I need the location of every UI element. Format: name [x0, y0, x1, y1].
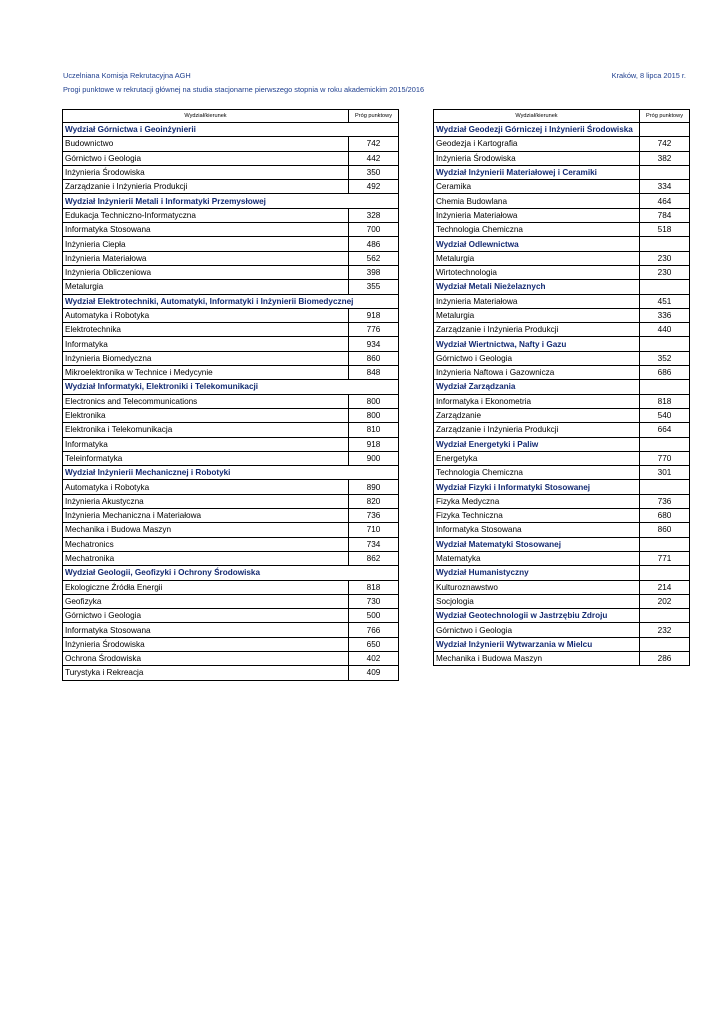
program-row [434, 351, 690, 365]
threshold-value: 230 [640, 251, 690, 265]
threshold-value: 800 [349, 394, 399, 408]
threshold-value: 918 [349, 437, 399, 451]
faculty-row [434, 380, 690, 394]
program-row [63, 494, 399, 508]
threshold-value: 771 [640, 551, 690, 565]
program-name: Inżynieria Środowiska [63, 637, 349, 651]
program-name: Kulturoznawstwo [434, 580, 640, 594]
program-name: Turystyka i Rekreacja [63, 666, 349, 680]
program-name: Informatyka [63, 437, 349, 451]
faculty-name: Wydział Inżynierii Materiałowej i Ceramiki [434, 165, 640, 179]
program-name: Edukacja Techniczno-Informatyczna [63, 208, 349, 222]
program-row [63, 637, 399, 651]
faculty-name: Wydział Geodezji Górniczej i Inżynierii Środowiska [434, 123, 640, 137]
program-row [434, 137, 690, 151]
program-row [63, 208, 399, 222]
threshold-value: 730 [349, 594, 399, 608]
program-name: Technologia Chemiczna [434, 223, 640, 237]
program-row [434, 594, 690, 608]
program-row [434, 623, 690, 637]
faculty-name: Wydział Matematyki Stosowanej [434, 537, 640, 551]
threshold-value: 350 [349, 165, 399, 179]
empty-cell [640, 337, 690, 351]
program-name: Inżynieria Naftowa i Gazownicza [434, 366, 640, 380]
threshold-value: 230 [640, 265, 690, 279]
program-row [63, 223, 399, 237]
program-name: Górnictwo i Geologia [434, 351, 640, 365]
program-name: Inżynieria Materiałowa [434, 208, 640, 222]
program-name: Automatyka i Robotyka [63, 480, 349, 494]
threshold-value: 202 [640, 594, 690, 608]
program-row [63, 280, 399, 294]
empty-cell [640, 165, 690, 179]
threshold-value: 818 [349, 580, 399, 594]
program-row [434, 451, 690, 465]
program-name: Chemia Budowlana [434, 194, 640, 208]
program-name: Informatyka Stosowana [434, 523, 640, 537]
threshold-value: 464 [640, 194, 690, 208]
program-row [63, 265, 399, 279]
faculty-row [434, 280, 690, 294]
program-row [434, 251, 690, 265]
program-row [434, 151, 690, 165]
program-row [63, 651, 399, 665]
faculty-row [434, 437, 690, 451]
program-row [434, 223, 690, 237]
faculty-row [434, 537, 690, 551]
threshold-value: 409 [349, 666, 399, 680]
program-row [63, 337, 399, 351]
program-row [63, 423, 399, 437]
faculty-row [63, 194, 399, 208]
faculty-name: Wydział Geotechnologii w Jastrzębiu Zdroju [434, 609, 640, 623]
threshold-value: 848 [349, 366, 399, 380]
program-row [434, 523, 690, 537]
left-thresholds-table [62, 109, 399, 681]
program-name: Ochrona Środowiska [63, 651, 349, 665]
empty-cell [640, 537, 690, 551]
faculty-row [63, 294, 399, 308]
threshold-value: 766 [349, 623, 399, 637]
program-row [63, 237, 399, 251]
program-row [434, 308, 690, 322]
program-name: Zarządzanie [434, 408, 640, 422]
threshold-value: 810 [349, 423, 399, 437]
threshold-value: 334 [640, 180, 690, 194]
program-row [63, 537, 399, 551]
faculty-name: Wydział Zarządzania [434, 380, 640, 394]
threshold-value: 398 [349, 265, 399, 279]
program-name: Mechatronika [63, 551, 349, 565]
threshold-value: 860 [640, 523, 690, 537]
column-header-value: Próg punktowy [640, 110, 690, 123]
program-name: Inżynieria Ciepła [63, 237, 349, 251]
threshold-value: 382 [640, 151, 690, 165]
threshold-value: 800 [349, 408, 399, 422]
program-name: Informatyka i Ekonometria [434, 394, 640, 408]
threshold-value: 336 [640, 308, 690, 322]
program-row [434, 551, 690, 565]
program-row [434, 323, 690, 337]
threshold-value: 492 [349, 180, 399, 194]
empty-cell [640, 123, 690, 137]
faculty-name: Wydział Elektrotechniki, Automatyki, Informatyki i Inżynierii Biomedycznej [63, 294, 399, 308]
faculty-name: Wydział Metali Nieżelaznych [434, 280, 640, 294]
faculty-row [434, 337, 690, 351]
threshold-value: 710 [349, 523, 399, 537]
faculty-row [63, 566, 399, 580]
threshold-value: 734 [349, 537, 399, 551]
program-row [434, 651, 690, 665]
program-name: Górnictwo i Geologia [434, 623, 640, 637]
threshold-value: 890 [349, 480, 399, 494]
threshold-value: 900 [349, 451, 399, 465]
program-name: Zarządzanie i Inżynieria Produkcji [434, 423, 640, 437]
threshold-value: 540 [640, 408, 690, 422]
program-name: Inżynieria Obliczeniowa [63, 265, 349, 279]
program-name: Metalurgia [434, 251, 640, 265]
program-row [63, 323, 399, 337]
program-name: Automatyka i Robotyka [63, 308, 349, 322]
program-row [63, 609, 399, 623]
threshold-value: 818 [640, 394, 690, 408]
program-name: Elektronika i Telekomunikacja [63, 423, 349, 437]
empty-cell [640, 380, 690, 394]
program-row [63, 151, 399, 165]
program-name: Geofizyka [63, 594, 349, 608]
program-row [63, 180, 399, 194]
threshold-value: 700 [349, 223, 399, 237]
program-name: Ekologiczne Źródła Energii [63, 580, 349, 594]
program-row [63, 666, 399, 680]
threshold-value: 301 [640, 466, 690, 480]
program-name: Inżynieria Biomedyczna [63, 351, 349, 365]
threshold-value: 742 [640, 137, 690, 151]
program-name: Inżynieria Materiałowa [63, 251, 349, 265]
program-row [434, 208, 690, 222]
program-name: Geodezja i Kartografia [434, 137, 640, 151]
threshold-value: 486 [349, 237, 399, 251]
faculty-row [434, 123, 690, 137]
threshold-value: 736 [640, 494, 690, 508]
threshold-value: 862 [349, 551, 399, 565]
program-row [63, 165, 399, 179]
program-row [434, 194, 690, 208]
faculty-row [63, 380, 399, 394]
program-row [434, 466, 690, 480]
threshold-value: 402 [349, 651, 399, 665]
document-title: Progi punktowe w rekrutacji głównej na studia stacjonarne pierwszego stopnia w roku akademickim 2015/2016 [63, 85, 425, 94]
faculty-row [434, 165, 690, 179]
threshold-value: 680 [640, 509, 690, 523]
threshold-value: 918 [349, 308, 399, 322]
faculty-name: Wydział Inżynierii Metali i Informatyki Przemysłowej [63, 194, 399, 208]
program-row [434, 180, 690, 194]
program-name: Inżynieria Akustyczna [63, 494, 349, 508]
threshold-value: 776 [349, 323, 399, 337]
program-name: Fizyka Medyczna [434, 494, 640, 508]
program-name: Inżynieria Środowiska [63, 165, 349, 179]
column-header-name: Wydział/kierunek [63, 110, 349, 123]
program-name: Metalurgia [63, 280, 349, 294]
program-row [63, 366, 399, 380]
program-name: Metalurgia [434, 308, 640, 322]
program-name: Ceramika [434, 180, 640, 194]
threshold-value: 736 [349, 509, 399, 523]
threshold-value: 232 [640, 623, 690, 637]
program-name: Zarządzanie i Inżynieria Produkcji [434, 323, 640, 337]
faculty-row [63, 123, 399, 137]
threshold-value: 784 [640, 208, 690, 222]
faculty-name: Wydział Humanistyczny [434, 566, 640, 580]
threshold-value: 328 [349, 208, 399, 222]
program-name: Mechanika i Budowa Maszyn [63, 523, 349, 537]
program-row [434, 494, 690, 508]
program-name: Mikroelektronika w Technice i Medycynie [63, 366, 349, 380]
faculty-name: Wydział Inżynierii Mechanicznej i Robotyki [63, 466, 399, 480]
faculty-name: Wydział Wiertnictwa, Nafty i Gazu [434, 337, 640, 351]
commission-name: Uczelniana Komisja Rekrutacyjna AGH [63, 71, 191, 80]
column-header-value: Próg punktowy [349, 110, 399, 123]
program-name: Mechanika i Budowa Maszyn [434, 651, 640, 665]
faculty-name: Wydział Inżynierii Wytwarzania w Mielcu [434, 637, 640, 651]
right-thresholds-table [433, 109, 690, 666]
program-name: Budownictwo [63, 137, 349, 151]
program-row [434, 580, 690, 594]
faculty-name: Wydział Energetyki i Paliw [434, 437, 640, 451]
threshold-value: 770 [640, 451, 690, 465]
program-row [63, 451, 399, 465]
faculty-name: Wydział Odlewnictwa [434, 237, 640, 251]
program-row [63, 623, 399, 637]
program-row [63, 408, 399, 422]
program-row [63, 480, 399, 494]
program-row [434, 509, 690, 523]
program-row [63, 394, 399, 408]
document-date: Kraków, 8 lipca 2015 r. [611, 71, 686, 80]
program-row [434, 394, 690, 408]
program-row [63, 351, 399, 365]
program-name: Górnictwo i Geologia [63, 151, 349, 165]
table-header-row [434, 110, 690, 123]
faculty-row [434, 637, 690, 651]
program-row [434, 265, 690, 279]
threshold-value: 664 [640, 423, 690, 437]
threshold-value: 686 [640, 366, 690, 380]
table-header-row [63, 110, 399, 123]
program-name: Technologia Chemiczna [434, 466, 640, 480]
faculty-name: Wydział Górnictwa i Geoinżynierii [63, 123, 399, 137]
threshold-value: 214 [640, 580, 690, 594]
program-name: Górnictwo i Geologia [63, 609, 349, 623]
empty-cell [640, 609, 690, 623]
program-name: Informatyka [63, 337, 349, 351]
faculty-name: Wydział Fizyki i Informatyki Stosowanej [434, 480, 640, 494]
threshold-value: 352 [640, 351, 690, 365]
threshold-value: 451 [640, 294, 690, 308]
program-name: Inżynieria Środowiska [434, 151, 640, 165]
threshold-value: 742 [349, 137, 399, 151]
faculty-row [434, 609, 690, 623]
program-name: Informatyka Stosowana [63, 223, 349, 237]
column-header-name: Wydział/kierunek [434, 110, 640, 123]
program-row [63, 580, 399, 594]
program-row [63, 437, 399, 451]
empty-cell [640, 566, 690, 580]
threshold-value: 355 [349, 280, 399, 294]
threshold-value: 650 [349, 637, 399, 651]
program-row [63, 551, 399, 565]
program-name: Elektrotechnika [63, 323, 349, 337]
threshold-value: 860 [349, 351, 399, 365]
program-row [63, 137, 399, 151]
faculty-name: Wydział Informatyki, Elektroniki i Telekomunikacji [63, 380, 399, 394]
program-name: Elektronika [63, 408, 349, 422]
threshold-value: 518 [640, 223, 690, 237]
program-name: Mechatronics [63, 537, 349, 551]
program-name: Fizyka Techniczna [434, 509, 640, 523]
program-row [434, 366, 690, 380]
threshold-value: 440 [640, 323, 690, 337]
threshold-value: 934 [349, 337, 399, 351]
faculty-row [434, 566, 690, 580]
program-row [434, 423, 690, 437]
faculty-row [434, 237, 690, 251]
program-row [434, 294, 690, 308]
program-name: Energetyka [434, 451, 640, 465]
empty-cell [640, 280, 690, 294]
program-name: Teleinformatyka [63, 451, 349, 465]
faculty-name: Wydział Geologii, Geofizyki i Ochrony Środowiska [63, 566, 399, 580]
program-name: Electronics and Telecommunications [63, 394, 349, 408]
faculty-row [434, 480, 690, 494]
program-row [434, 408, 690, 422]
document-header [63, 69, 424, 97]
program-row [63, 509, 399, 523]
program-row [63, 523, 399, 537]
program-name: Socjologia [434, 594, 640, 608]
threshold-value: 500 [349, 609, 399, 623]
threshold-value: 442 [349, 151, 399, 165]
threshold-value: 820 [349, 494, 399, 508]
program-name: Zarządzanie i Inżynieria Produkcji [63, 180, 349, 194]
program-name: Inżynieria Mechaniczna i Materiałowa [63, 509, 349, 523]
program-name: Matematyka [434, 551, 640, 565]
program-row [63, 308, 399, 322]
program-row [63, 594, 399, 608]
program-name: Wirtotechnologia [434, 265, 640, 279]
program-name: Informatyka Stosowana [63, 623, 349, 637]
empty-cell [640, 437, 690, 451]
empty-cell [640, 480, 690, 494]
program-name: Inżynieria Materiałowa [434, 294, 640, 308]
faculty-row [63, 466, 399, 480]
empty-cell [640, 637, 690, 651]
program-row [63, 251, 399, 265]
threshold-value: 286 [640, 651, 690, 665]
threshold-value: 562 [349, 251, 399, 265]
empty-cell [640, 237, 690, 251]
